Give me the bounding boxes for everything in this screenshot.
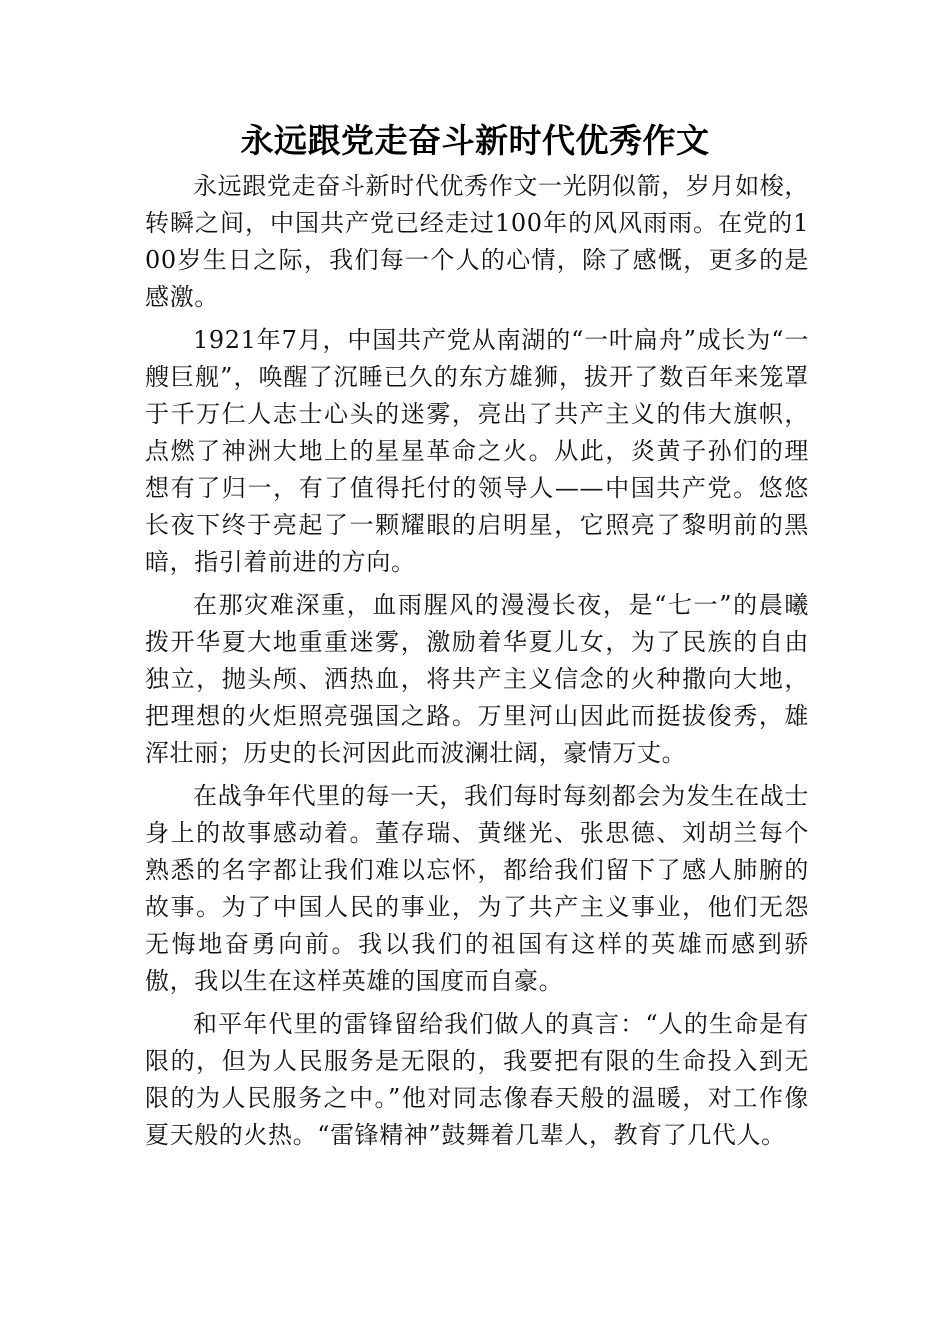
document-body [145, 168, 809, 1160]
paragraph-4: 在战争年代里的每一天，我们每时每刻都会为发生在战士身上的故事感动着。董存瑞、黄继光、张思德、刘胡兰每个熟悉的名字都让我们难以忘怀，都给我们留下了感人肺腑的故事。为了中国人民的事业，为了共产主义事业，他们无怨无悔地奋勇向前。我以我们的祖国有这样的英雄而感到骄傲，我以生在这样英雄的国度而自豪。 [145, 782, 809, 995]
paragraph-5: 和平年代里的雷锋留给我们做人的真言：“人的生命是有限的，但为人民服务是无限的，我要把有限的生命投入到无限的为人民服务之中。”他对同志像春天般的温暖，对工作像夏天般的火热。“雷锋精神”鼓舞着几辈人，教育了几代人。 [145, 1010, 809, 1149]
paragraph-1: 永远跟党走奋斗新时代优秀作文一光阴似箭，岁月如梭，转瞬之间，中国共产党已经走过100年的风风雨雨。在党的100岁生日之际，我们每一个人的心情，除了感慨，更多的是感激。 [145, 172, 809, 311]
paragraph-3: 在那灾难深重，血雨腥风的漫漫长夜，是“七一”的晨曦拨开华夏大地重重迷雾，激励着华夏儿女，为了民族的自由独立，抛头颅、洒热血，将共产主义信念的火种撒向大地，把理想的火炬照亮强国之路。万里河山因此而挺拔俊秀，雄浑壮丽；历史的长河因此而波澜壮阔，豪情万丈。 [145, 591, 809, 767]
paragraph-2: 1921年7月，中国共产党从南湖的“一叶扁舟”成长为“一艘巨舰”，唤醒了沉睡已久的东方雄狮，拔开了数百年来笼罩于千万仁人志士心头的迷雾，亮出了共产主义的伟大旗帜，点燃了神洲大地上的星星革命之火。从此，炎黄子孙们的理想有了归一，有了值得托付的领导人——中国共产党。悠悠长夜下终于亮起了一颗耀眼的启明星，它照亮了黎明前的黑暗，指引着前进的方向。 [145, 326, 809, 576]
document-title: 永远跟党走奋斗新时代优秀作文 [240, 121, 710, 160]
